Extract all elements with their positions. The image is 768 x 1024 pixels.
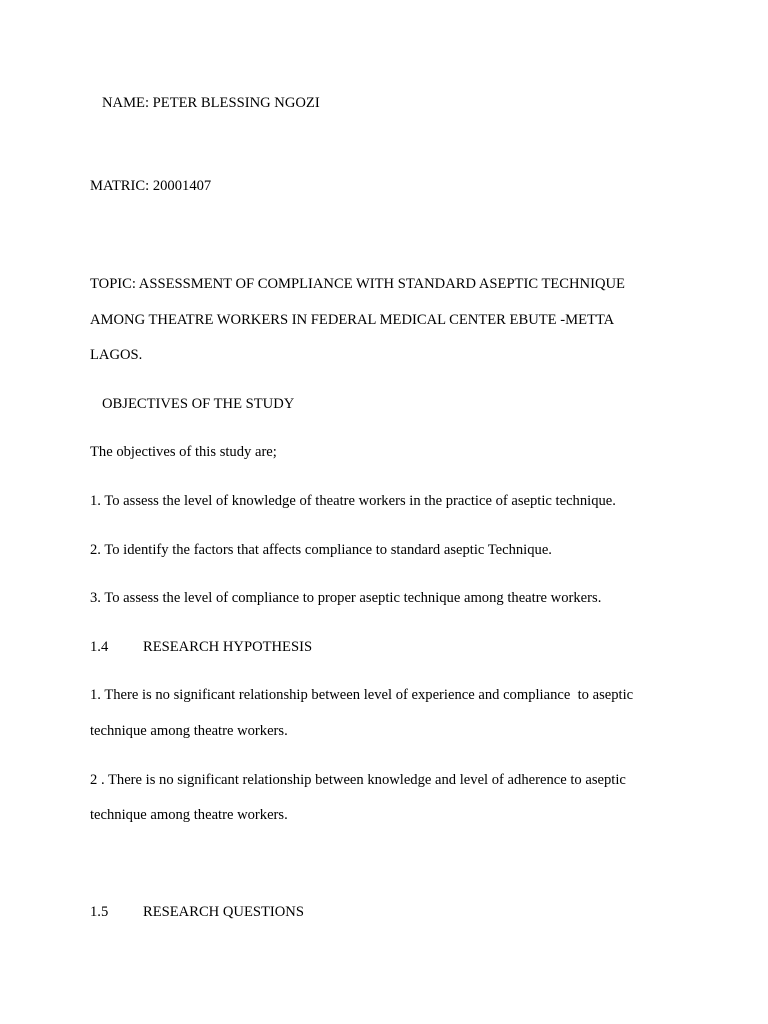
hypothesis-item-line-1: 1. There is no significant relationship between level of experience and compliance to aseptic xyxy=(90,687,634,703)
matric-number: MATRIC: 20001407 xyxy=(90,178,212,194)
section-number: 1.5 xyxy=(90,904,109,920)
section-title: RESEARCH HYPOTHESIS xyxy=(143,639,313,655)
objectives-heading: OBJECTIVES OF THE STUDY xyxy=(102,396,295,412)
student-name: NAME: PETER BLESSING NGOZI xyxy=(102,95,320,111)
topic-line-1: TOPIC: ASSESSMENT OF COMPLIANCE WITH STANDARD ASEPTIC TECHNIQUE xyxy=(90,276,625,292)
objective-item: 1. To assess the level of knowledge of theatre workers in the practice of aseptic technique. xyxy=(90,493,616,509)
topic-line-2: AMONG THEATRE WORKERS IN FEDERAL MEDICAL CENTER EBUTE -METTA xyxy=(90,312,615,328)
section-number: 1.4 xyxy=(90,639,109,655)
section-title: RESEARCH QUESTIONS xyxy=(143,904,304,920)
objectives-intro: The objectives of this study are; xyxy=(90,444,277,460)
objective-item: 2. To identify the factors that affects compliance to standard aseptic Technique. xyxy=(90,542,552,558)
hypothesis-item-line-1: 2 . There is no significant relationship between knowledge and level of adherence to aseptic xyxy=(90,772,626,788)
topic-line-3: LAGOS. xyxy=(90,347,143,363)
hypothesis-item-line-2: technique among theatre workers. xyxy=(90,723,288,739)
objective-item: 3. To assess the level of compliance to proper aseptic technique among theatre workers. xyxy=(90,590,602,606)
hypothesis-item-line-2: technique among theatre workers. xyxy=(90,807,288,823)
